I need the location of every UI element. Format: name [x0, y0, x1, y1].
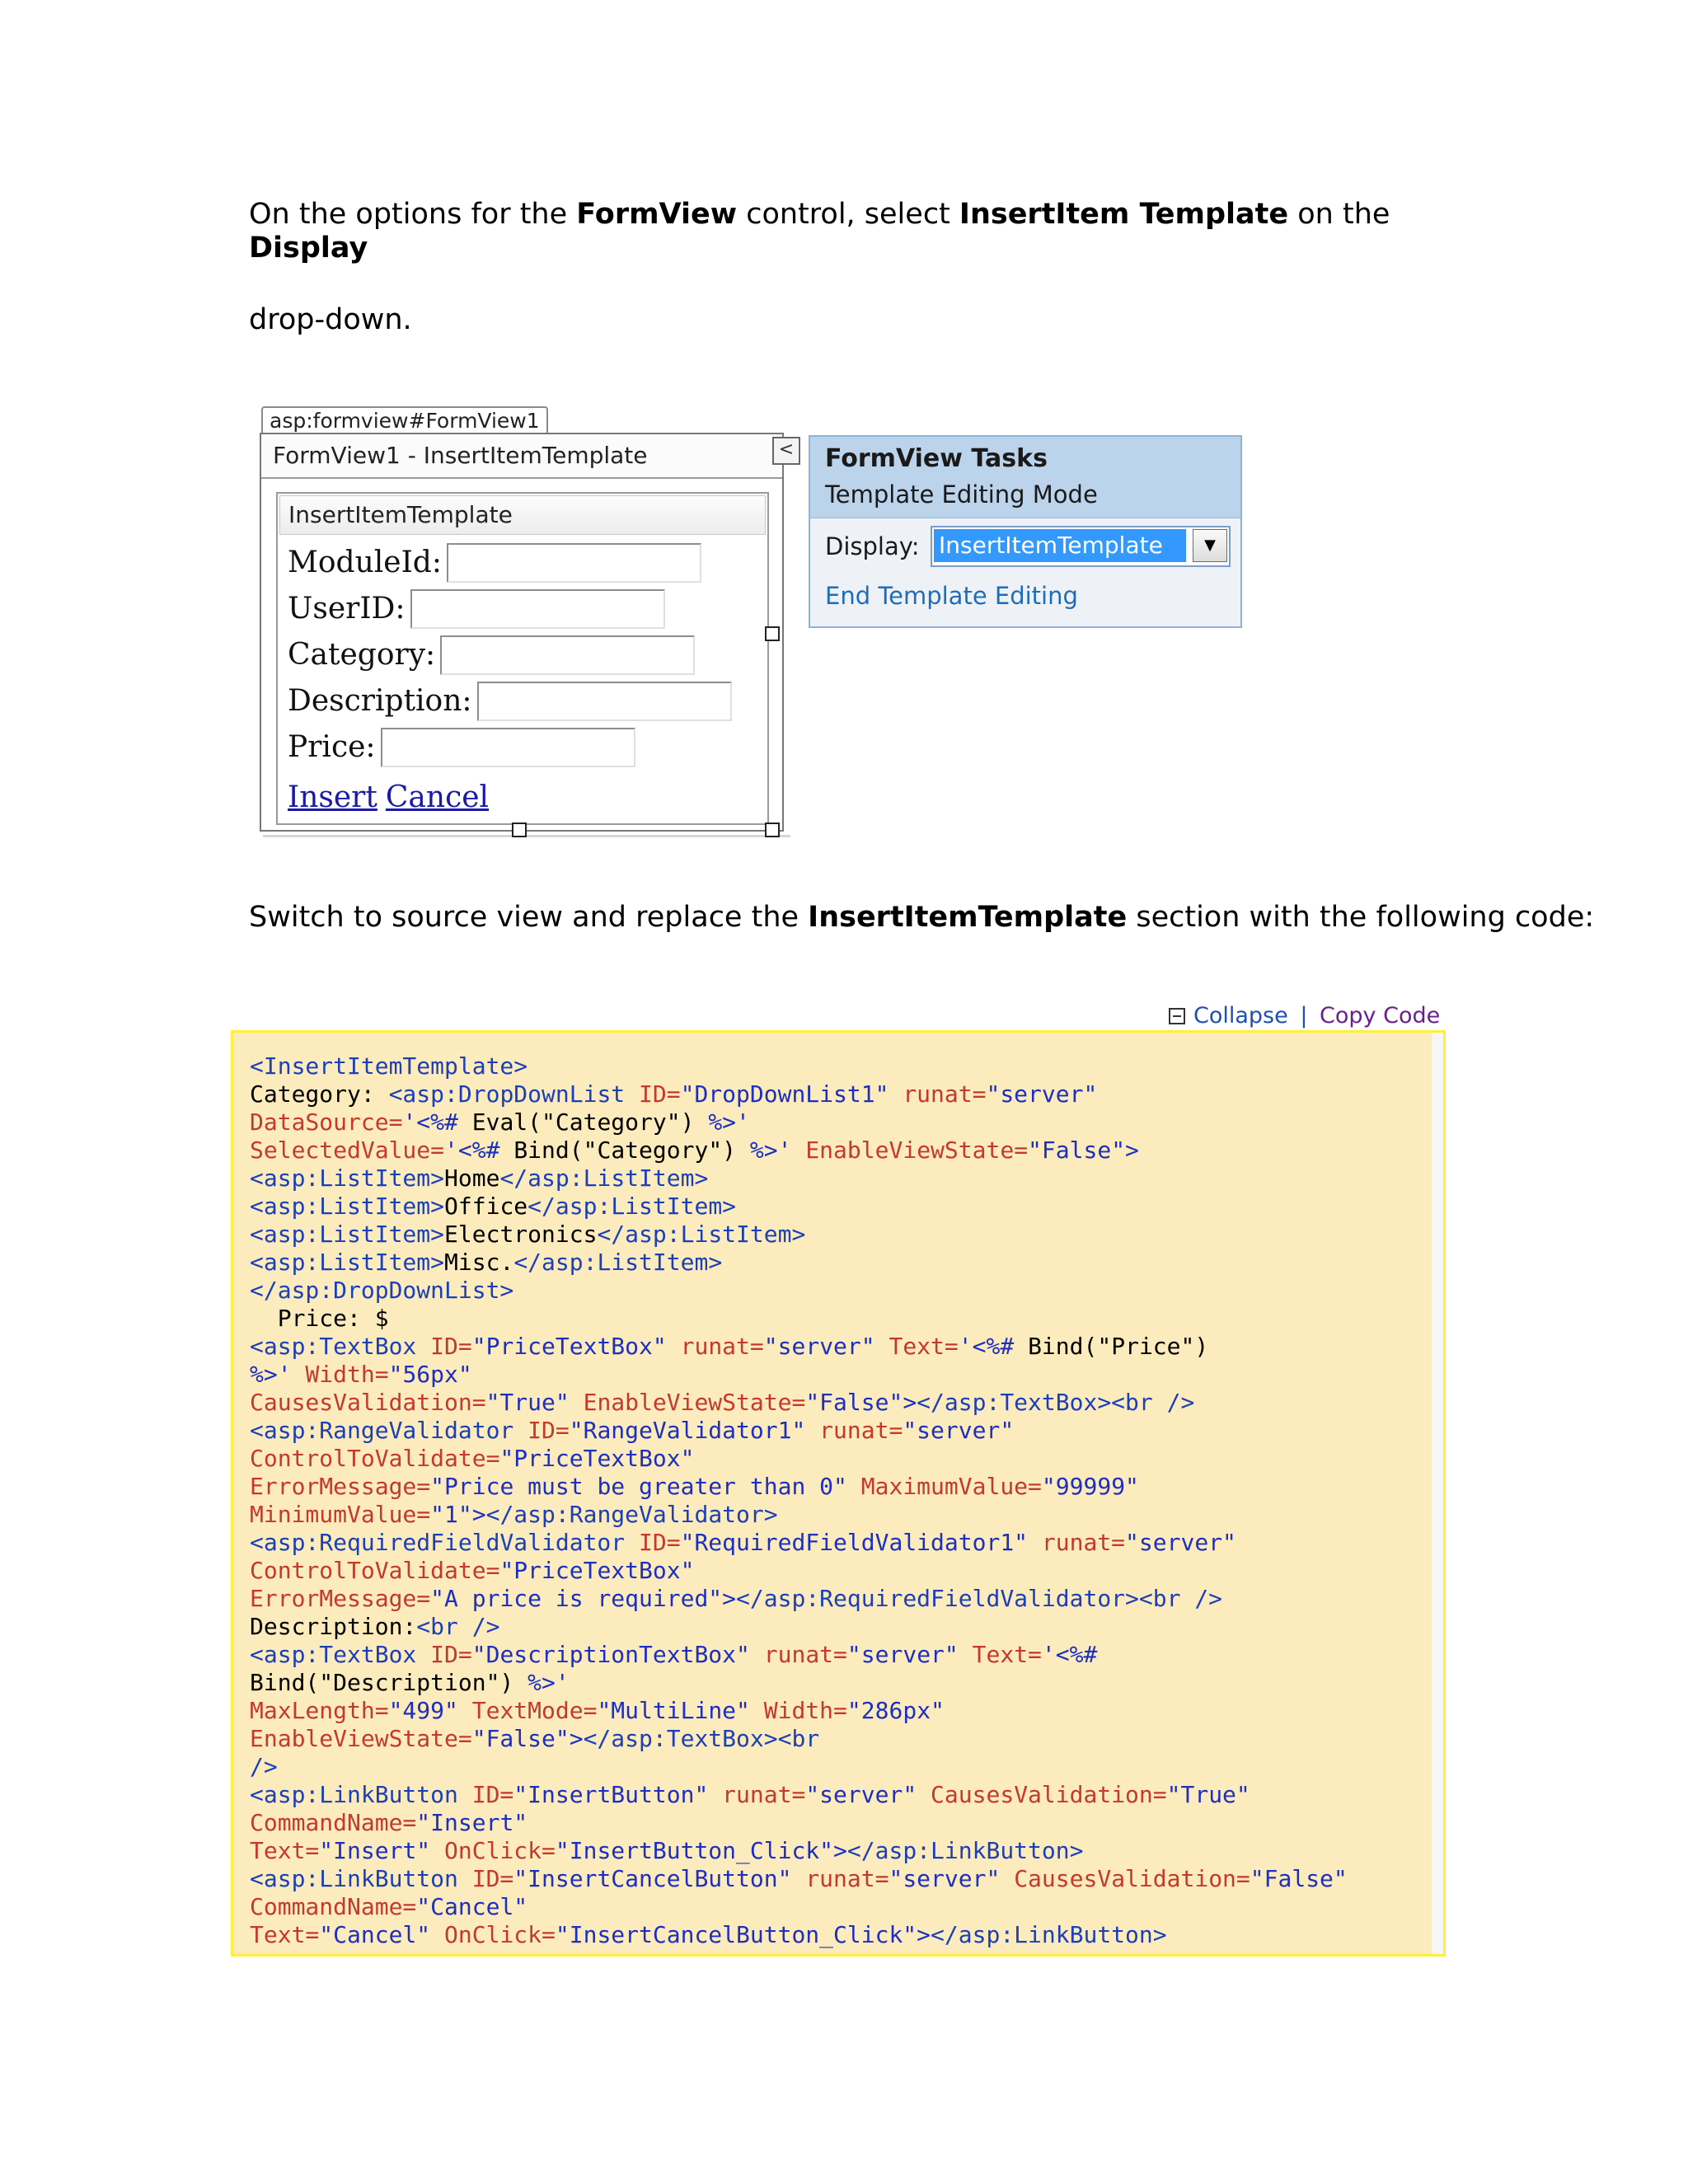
source-text-1: Switch to source view and replace the	[249, 901, 809, 934]
code-line	[250, 1417, 1348, 1445]
code-token: "False"	[1250, 1865, 1348, 1892]
code-token: OnClick=	[444, 1837, 556, 1864]
code-token: Bind("Price")	[1028, 1333, 1209, 1360]
code-token: "DropDownList1"	[680, 1080, 903, 1108]
source-text-2: section with the following code:	[1127, 901, 1595, 934]
code-token: "InsertCancelButton"	[513, 1865, 806, 1892]
intro-bold-insertitem-template: InsertItem Template	[959, 198, 1289, 231]
collapse-link[interactable]: Collapse	[1193, 1003, 1288, 1029]
field-label: UserID:	[288, 592, 406, 626]
code-token: %>'	[528, 1669, 570, 1696]
code-token: </asp:RangeValidator>	[485, 1501, 778, 1528]
code-line	[250, 1080, 1348, 1108]
code-line	[250, 1669, 1348, 1697]
code-line	[250, 1389, 1348, 1417]
code-token: ControlToValidate=	[250, 1557, 500, 1584]
formview-tasks-panel	[809, 435, 1242, 628]
chevron-down-icon[interactable]: ▼	[1193, 529, 1227, 562]
formview-designer[interactable]	[260, 433, 784, 832]
end-template-editing-link[interactable]: End Template Editing	[825, 582, 1078, 610]
code-token: "InsertButton_Click">	[555, 1837, 847, 1864]
insert-link[interactable]: Insert	[288, 780, 377, 814]
code-line	[250, 1837, 1348, 1865]
code-token: <InsertItemTemplate>	[250, 1052, 528, 1080]
code-toolbar	[1169, 1001, 1440, 1032]
code-token: "1">	[430, 1501, 486, 1528]
description-textbox[interactable]	[477, 682, 732, 721]
code-token: Office	[444, 1193, 528, 1220]
resize-handle-corner[interactable]	[765, 823, 780, 837]
code-line	[250, 1641, 1348, 1669]
code-token: runat=	[903, 1080, 987, 1108]
code-token: <asp:TextBox	[250, 1641, 431, 1668]
source-paragraph	[249, 901, 1594, 935]
code-token: "False">	[471, 1725, 584, 1752]
resize-handle-right[interactable]	[765, 626, 780, 641]
code-line	[250, 1781, 1348, 1809]
code-token: "InsertButton"	[513, 1781, 723, 1808]
display-label: Display:	[825, 532, 920, 560]
code-line	[250, 1137, 1348, 1165]
code-token: Bind("Description")	[250, 1669, 528, 1696]
code-token: ID=	[639, 1529, 681, 1556]
code-token: EnableViewState=	[250, 1725, 472, 1752]
code-line	[250, 1585, 1348, 1613]
code-line	[250, 1697, 1348, 1725]
code-token: "Cancel"	[416, 1893, 528, 1920]
code-token: %>'	[749, 1137, 806, 1164]
tasks-title: FormView Tasks	[825, 444, 1048, 473]
code-token: Width=	[305, 1361, 389, 1388]
field-label: Category:	[288, 638, 436, 672]
price-textbox[interactable]	[381, 728, 635, 767]
code-token: Home	[444, 1165, 500, 1192]
code-token: "A price is required">	[430, 1585, 737, 1612]
code-token: Text=	[250, 1837, 320, 1864]
code-token: "PriceTextBox"	[499, 1445, 695, 1472]
code-token: '<%#	[958, 1333, 1029, 1360]
code-token: <asp:ListItem>	[250, 1165, 445, 1192]
display-dropdown[interactable]	[931, 526, 1231, 567]
code-token: <br />	[416, 1613, 500, 1640]
code-token: "server"	[903, 1417, 1015, 1444]
code-token: CommandName=	[250, 1893, 417, 1920]
code-token: "True"	[1166, 1781, 1250, 1808]
code-token: <asp:LinkButton	[250, 1865, 472, 1892]
moduleid-textbox[interactable]	[447, 543, 701, 583]
code-line	[250, 1445, 1348, 1473]
intro-line2	[249, 232, 368, 265]
formview-header: FormView1 - InsertItemTemplate	[261, 434, 782, 479]
code-token: Price: $	[250, 1305, 389, 1332]
code-token: MinimumValue=	[250, 1501, 431, 1528]
code-token: "Cancel"	[319, 1921, 445, 1948]
code-token: "server"	[805, 1781, 931, 1808]
code-line	[250, 1361, 1348, 1389]
intro-dropdown-text: drop-down.	[249, 303, 412, 336]
code-token: runat=	[805, 1865, 889, 1892]
field-row-userid	[288, 586, 665, 629]
code-token: Text=	[889, 1333, 959, 1360]
code-token: ErrorMessage=	[250, 1585, 431, 1612]
control-tag: asp:formview#FormView1	[261, 406, 548, 433]
code-token: Description:	[250, 1613, 417, 1640]
code-token: ID=	[471, 1865, 514, 1892]
code-token: "56px"	[388, 1361, 472, 1388]
field-row-category	[288, 632, 695, 675]
code-token: ID=	[430, 1333, 472, 1360]
code-token: <asp:RequiredFieldValidator	[250, 1529, 640, 1556]
code-token: "99999"	[1041, 1473, 1139, 1500]
code-token: TextMode=	[471, 1697, 598, 1724]
collapse-icon[interactable]	[1169, 1008, 1185, 1024]
code-token: Eval("Category")	[471, 1108, 709, 1136]
field-label: ModuleId:	[288, 546, 442, 579]
code-line	[250, 1501, 1348, 1529]
code-token: </asp:RequiredFieldValidator><br />	[736, 1585, 1223, 1612]
display-dropdown-value: InsertItemTemplate	[934, 529, 1186, 562]
code-token: '<%#	[1041, 1641, 1098, 1668]
code-token: CommandName=	[250, 1809, 417, 1836]
code-token: "server"	[889, 1865, 1015, 1892]
toolbar-separator: |	[1300, 1003, 1308, 1029]
code-token: runat=	[819, 1417, 903, 1444]
code-token: "499"	[388, 1697, 472, 1724]
code-line	[250, 1753, 1348, 1781]
code-token: "286px"	[846, 1697, 945, 1724]
code-line	[250, 1809, 1348, 1837]
code-token: </asp:LinkButton>	[931, 1921, 1167, 1948]
resize-handle-bottom[interactable]	[512, 823, 527, 837]
code-token: '<%#	[444, 1137, 514, 1164]
code-token: </asp:ListItem>	[597, 1221, 806, 1248]
code-token: runat=	[763, 1641, 847, 1668]
code-token: </asp:ListItem>	[513, 1249, 723, 1276]
code-line	[250, 1557, 1348, 1585]
code-token: <asp:DropDownList	[388, 1080, 640, 1108]
userid-textbox[interactable]	[410, 589, 665, 629]
code-token: "False">	[805, 1389, 917, 1416]
code-line	[250, 1725, 1348, 1753]
code-token: "Insert"	[319, 1837, 445, 1864]
code-block	[231, 1030, 1446, 1957]
code-line	[250, 1865, 1348, 1893]
code-token: </asp:ListItem>	[528, 1193, 737, 1220]
code-token: <asp:RangeValidator	[250, 1417, 528, 1444]
code-token: Bind("Category")	[513, 1137, 750, 1164]
code-token: <asp:ListItem>	[250, 1249, 445, 1276]
code-line	[250, 1893, 1348, 1921]
code-token: "server"	[763, 1333, 889, 1360]
intro-paragraph	[249, 198, 1390, 265]
code-token: ID=	[528, 1417, 570, 1444]
code-token: runat=	[1041, 1529, 1126, 1556]
code-token: "server"	[846, 1641, 973, 1668]
code-token: CausesValidation=	[1014, 1865, 1250, 1892]
intro-text-2: control, select	[737, 198, 959, 231]
code-token: Category:	[250, 1080, 389, 1108]
code-token: "server"	[1125, 1529, 1236, 1556]
code-token: runat=	[680, 1333, 764, 1360]
code-token: runat=	[722, 1781, 806, 1808]
code-token: ErrorMessage=	[250, 1473, 431, 1500]
code-token: EnableViewState=	[805, 1137, 1029, 1164]
smart-tag-collapse-icon[interactable]: <	[772, 437, 800, 465]
code-token: "DescriptionTextBox"	[471, 1641, 764, 1668]
code-token: "MultiLine"	[597, 1697, 764, 1724]
code-token: "False">	[1028, 1137, 1139, 1164]
code-token: <asp:LinkButton	[250, 1781, 472, 1808]
code-token: OnClick=	[444, 1921, 556, 1948]
code-line	[250, 1165, 1348, 1193]
code-token: </asp:ListItem>	[499, 1165, 709, 1192]
cancel-link[interactable]: Cancel	[385, 780, 490, 814]
code-line	[250, 1249, 1348, 1277]
code-token: <asp:ListItem>	[250, 1193, 445, 1220]
tasks-header	[810, 437, 1240, 518]
code-token: '<%#	[402, 1108, 472, 1136]
code-line	[250, 1305, 1348, 1333]
code-line	[250, 1529, 1348, 1557]
code-token: ControlToValidate=	[250, 1445, 500, 1472]
code-token: Text=	[250, 1921, 320, 1948]
code-token: <asp:TextBox	[250, 1333, 431, 1360]
code-line	[250, 1052, 1348, 1080]
code-line	[250, 1921, 1348, 1949]
code-token: SelectedValue=	[250, 1137, 445, 1164]
field-row-moduleid	[288, 540, 701, 583]
code-token: %>'	[708, 1108, 750, 1136]
designer-screenshot	[251, 402, 1265, 864]
code-token: ID=	[430, 1641, 472, 1668]
code-token: ID=	[639, 1080, 681, 1108]
insert-item-template-box	[276, 492, 769, 825]
code-token: "RangeValidator1"	[569, 1417, 820, 1444]
code-scrollbar[interactable]	[1432, 1033, 1443, 1954]
code-token: Width=	[763, 1697, 847, 1724]
template-header: InsertItemTemplate	[279, 495, 766, 535]
code-token: ID=	[471, 1781, 514, 1808]
code-line	[250, 1613, 1348, 1641]
intro-bold-formview: FormView	[576, 198, 738, 231]
code-token: "Price must be greater than 0"	[430, 1473, 861, 1500]
source-bold-template: InsertItemTemplate	[808, 901, 1128, 934]
code-token: </asp:TextBox><br	[583, 1725, 820, 1752]
code-token: "PriceTextBox"	[471, 1333, 681, 1360]
code-token: EnableViewState=	[583, 1389, 806, 1416]
intro-text-1: On the options for the	[249, 198, 577, 231]
field-label: Description:	[288, 684, 472, 718]
code-token: "Insert"	[416, 1809, 528, 1836]
code-token: "True"	[485, 1389, 584, 1416]
code-token: "RequiredFieldValidator1"	[680, 1529, 1042, 1556]
code-line	[250, 1221, 1348, 1249]
code-token: </asp:DropDownList>	[250, 1277, 514, 1304]
intro-text-3: on the	[1288, 198, 1390, 231]
code-token: />	[250, 1753, 278, 1780]
code-token: %>'	[250, 1361, 306, 1388]
code-token: </asp:LinkButton>	[846, 1837, 1084, 1864]
code-token: CausesValidation=	[931, 1781, 1167, 1808]
code-line	[250, 1473, 1348, 1501]
template-links	[288, 777, 497, 818]
code-line	[250, 1193, 1348, 1221]
code-token: "PriceTextBox"	[499, 1557, 695, 1584]
tasks-subtitle: Template Editing Mode	[825, 480, 1098, 509]
code-token: Misc.	[444, 1249, 514, 1276]
copy-code-link[interactable]: Copy Code	[1320, 1003, 1441, 1029]
code-token: Text=	[972, 1641, 1042, 1668]
code-line	[250, 1108, 1348, 1137]
code-token: DataSource=	[250, 1108, 403, 1136]
code-token: "server"	[986, 1080, 1098, 1108]
code-text	[250, 1052, 1348, 1949]
code-token: Electronics	[444, 1221, 598, 1248]
designer-shadow	[263, 835, 790, 837]
code-token: <asp:ListItem>	[250, 1221, 445, 1248]
code-token: </asp:TextBox><br />	[917, 1389, 1195, 1416]
code-line	[250, 1277, 1348, 1305]
category-textbox[interactable]	[440, 635, 695, 675]
code-token: CausesValidation=	[250, 1389, 486, 1416]
field-row-description	[288, 678, 732, 721]
code-token: "InsertCancelButton_Click">	[555, 1921, 931, 1948]
intro-bold-display: Display	[249, 232, 368, 265]
field-row-price	[288, 724, 635, 767]
code-line	[250, 1333, 1348, 1361]
code-token: MaximumValue=	[860, 1473, 1042, 1500]
field-label: Price:	[288, 730, 376, 764]
code-token: MaxLength=	[250, 1697, 389, 1724]
